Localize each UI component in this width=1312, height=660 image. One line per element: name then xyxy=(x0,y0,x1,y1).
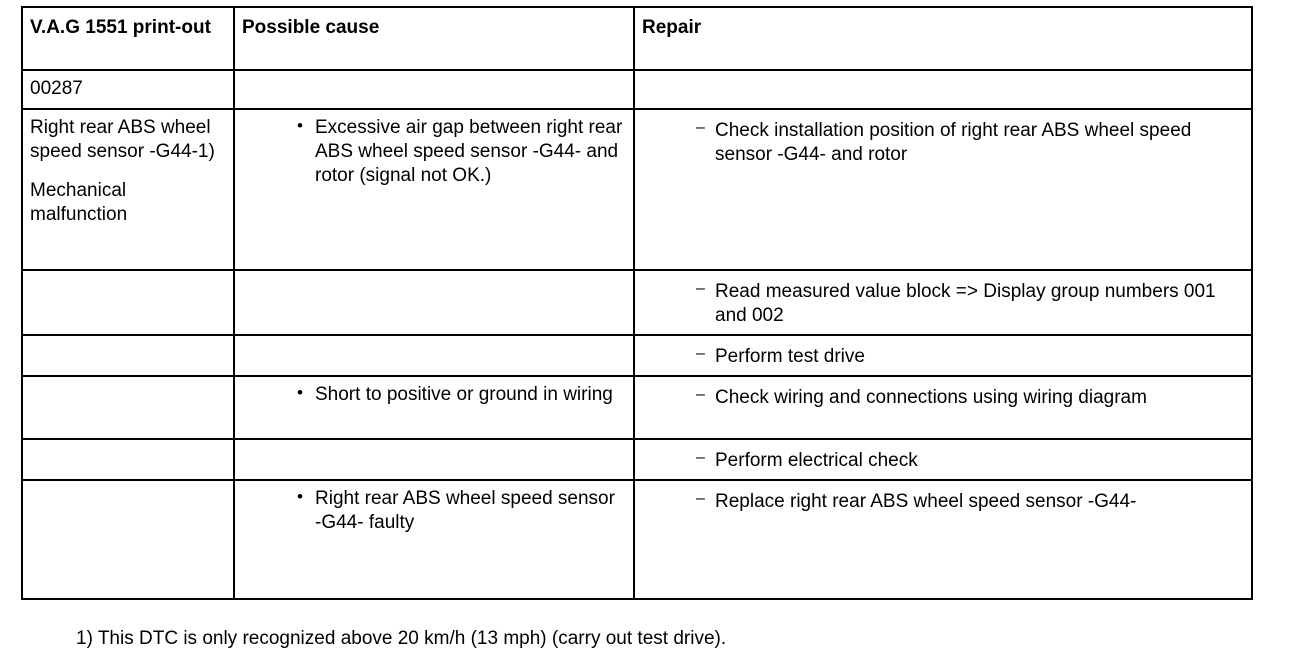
empty-cell xyxy=(234,70,634,109)
repair-step: – Perform test drive xyxy=(642,342,1244,369)
repair-step: – Check wiring and connections using wiring diagram xyxy=(642,383,1244,410)
printout-cell xyxy=(22,376,234,439)
repair-cell xyxy=(634,109,1252,270)
repair-step: – Perform electrical check xyxy=(642,446,1244,473)
cause-cell xyxy=(234,376,634,439)
cause-cell xyxy=(234,335,634,376)
repair-cell xyxy=(634,480,1252,599)
printout-cell xyxy=(22,270,234,335)
cause-cell xyxy=(234,439,634,480)
printout-cell xyxy=(22,109,234,270)
cause-bullet-item: • Short to positive or ground in wiring xyxy=(242,383,626,407)
table-row xyxy=(22,480,1252,599)
printout-text: Right rear ABS wheel speed sensor -G44-1) xyxy=(30,117,215,162)
repair-cell xyxy=(634,376,1252,439)
printout-cell xyxy=(22,439,234,480)
table-row xyxy=(22,270,1252,335)
cause-cell xyxy=(234,109,634,270)
printout-cell xyxy=(22,480,234,599)
repair-cell xyxy=(634,439,1252,480)
code-row xyxy=(22,70,1252,109)
header-repair: Repair xyxy=(634,7,1252,70)
printout-extra-text: Mechanical malfunction xyxy=(30,180,128,225)
dtc-table xyxy=(21,6,1253,600)
fault-code: 00287 xyxy=(22,70,234,109)
table-row xyxy=(22,376,1252,439)
header-cause: Possible cause xyxy=(234,7,634,70)
cause-bullet-item: • Excessive air gap between right rear ABS wheel speed sensor -G44- and rotor (signal not OK.) xyxy=(242,116,626,188)
repair-cell xyxy=(634,335,1252,376)
repair-cell xyxy=(634,270,1252,335)
table-row xyxy=(22,109,1252,270)
repair-step: – Read measured value block => Display group numbers 001 and 002 xyxy=(642,277,1244,328)
repair-step: – Check installation position of right rear ABS wheel speed sensor -G44- and rotor xyxy=(642,116,1244,167)
empty-cell xyxy=(634,70,1252,109)
printout-cell xyxy=(22,335,234,376)
header-row xyxy=(22,7,1252,70)
cause-bullet-item: • Right rear ABS wheel speed sensor -G44- faulty xyxy=(242,487,626,535)
cause-cell xyxy=(234,270,634,335)
repair-step: – Replace right rear ABS wheel speed sensor -G44- xyxy=(642,487,1244,514)
cause-cell xyxy=(234,480,634,599)
header-printout: V.A.G 1551 print-out xyxy=(22,7,234,70)
table-row xyxy=(22,335,1252,376)
table-row xyxy=(22,439,1252,480)
footnote: 1) This DTC is only recognized above 20 km/h (13 mph) (carry out test drive). xyxy=(76,628,727,649)
